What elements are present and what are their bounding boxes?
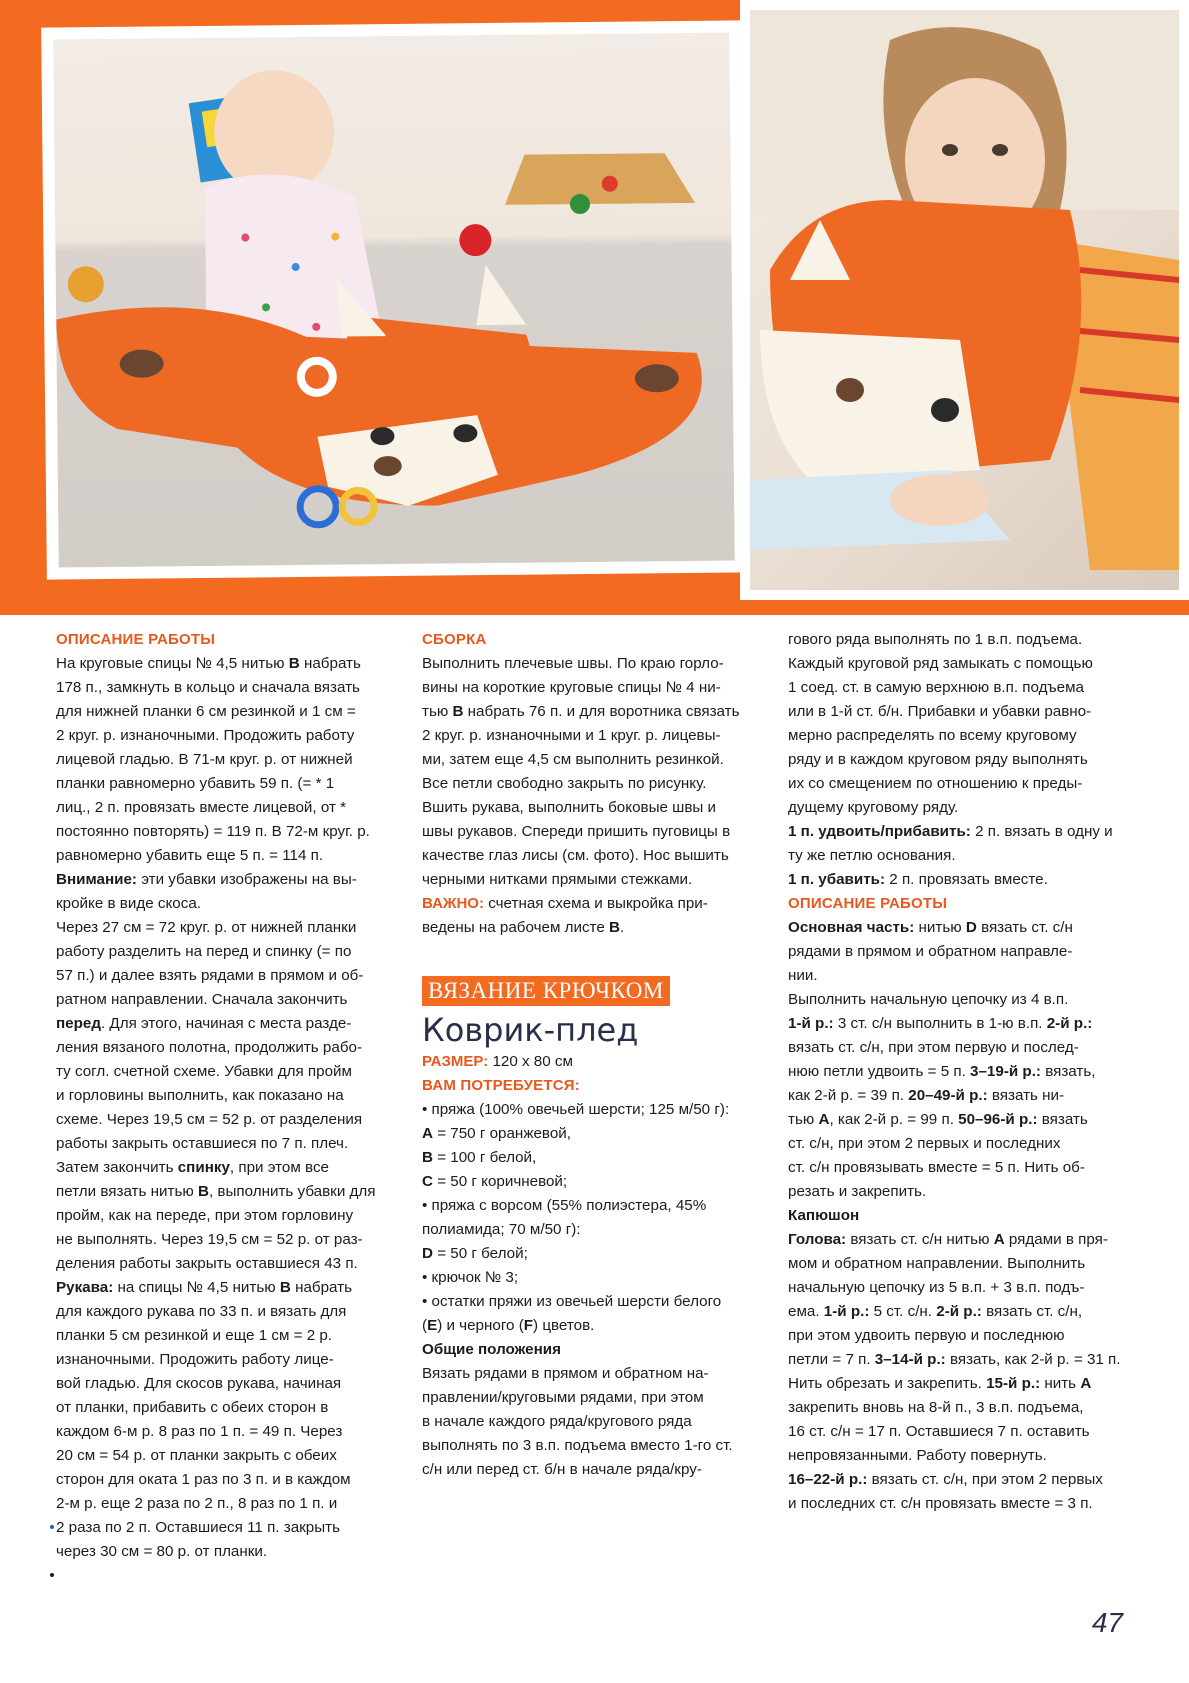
text-line: планки равномерно убавить 59 п. (= * 1 bbox=[56, 775, 335, 792]
text-line: мерно распределять по всему круговому bbox=[788, 727, 1077, 744]
text-line: швы рукавов. Спереди пришить пуговицы в bbox=[422, 823, 731, 840]
text-line: каждом 6-м р. 8 раз по 1 п. = 49 п. Через bbox=[56, 1423, 343, 1440]
rug-illustration bbox=[53, 32, 734, 567]
photo-scene-rug bbox=[53, 32, 734, 567]
materials-item: A = 750 г оранжевой, bbox=[422, 1125, 571, 1142]
materials-item: • пряжа с ворсом (55% полиэстера, 45% bbox=[422, 1197, 707, 1214]
size-line bbox=[422, 1050, 762, 1074]
col3-text bbox=[788, 916, 1128, 1516]
text-line: Рукава: на спицы № 4,5 нитью B набрать bbox=[56, 1279, 353, 1296]
text-line: Каждый круговой ряд замыкать с помощью bbox=[788, 655, 1093, 672]
text-line: пройм, как на переде, при этом горловину bbox=[56, 1207, 354, 1224]
photo-baby-fox-rug bbox=[41, 20, 747, 579]
text-line: ряду и в каждом круговом ряду выполнять bbox=[788, 751, 1088, 768]
important-line: счетная схема и выкройка при- bbox=[483, 895, 708, 912]
text-line: 1-й р.: 3 ст. с/н выполнить в 1-ю в.п. 2-й р.: bbox=[788, 1015, 1093, 1032]
text-line: нии. bbox=[788, 967, 818, 984]
column-right bbox=[788, 628, 1128, 1516]
text-line: Выполнить плечевые швы. По краю горло- bbox=[422, 655, 724, 672]
text-line: при этом удвоить первую и последнюю bbox=[788, 1327, 1065, 1344]
important-label: ВАЖНО: bbox=[422, 895, 484, 912]
text-line: 2-м р. еще 2 раза по 2 п., 8 раз по 1 п. и bbox=[56, 1495, 338, 1512]
text-line: лицевой гладью. В 71-м круг. р. от нижней bbox=[56, 751, 353, 768]
text-line: 57 п.) и далее взять рядами в прямом и об- bbox=[56, 967, 364, 984]
materials-item: B = 100 г белой, bbox=[422, 1149, 537, 1166]
text-line: работы закрыть оставшиеся по 7 п. плеч. bbox=[56, 1135, 349, 1152]
text-line: 2 раза по 2 п. Оставшиеся 11 п. закрыть bbox=[56, 1519, 341, 1536]
section-heading-work: ОПИСАНИЕ РАБОТЫ bbox=[788, 895, 948, 912]
materials-heading: ВАМ ПОТРЕБУЕТСЯ: bbox=[422, 1077, 580, 1094]
text-line: постоянно повторять) = 119 п. В 72-м круг. р. bbox=[56, 823, 370, 840]
text-line: не выполнять. Через 19,5 см = 52 р. от раз- bbox=[56, 1231, 363, 1248]
column-middle bbox=[422, 628, 762, 1482]
text-line: вины на короткие круговые спицы № 4 ни- bbox=[422, 679, 721, 696]
text-line: работу разделить на перед и спинку (= по bbox=[56, 943, 352, 960]
important-line: ведены на рабочем листе B. bbox=[422, 919, 625, 936]
page-dot bbox=[50, 1573, 54, 1577]
text-line: с/н или перед ст. б/н в начале ряда/кру- bbox=[422, 1461, 702, 1478]
col3-top-text bbox=[788, 628, 1128, 892]
text-line: Через 27 см = 72 круг. р. от нижней планки bbox=[56, 919, 357, 936]
important-note bbox=[422, 892, 762, 940]
text-line: На круговые спицы № 4,5 нитью B набрать bbox=[56, 655, 361, 672]
text-line: их со смещением по отношению к преды- bbox=[788, 775, 1083, 792]
text-line: мом и обратном направлении. Выполнить bbox=[788, 1255, 1086, 1272]
section-tag: ВЯЗАНИЕ КРЮЧКОМ bbox=[422, 976, 670, 1006]
text-line: в начале каждого ряда/кругового ряда bbox=[422, 1413, 692, 1430]
text-line: тью A, как 2-й р. = 99 п. 50–96-й р.: вязать bbox=[788, 1111, 1088, 1128]
text-line: Голова: вязать ст. с/н нитью A рядами в пря- bbox=[788, 1231, 1108, 1248]
text-line: равномерно убавить еще 5 п. = 114 п. bbox=[56, 847, 324, 864]
text-line: ст. с/н, при этом 2 первых и последних bbox=[788, 1135, 1061, 1152]
materials-list bbox=[422, 1098, 762, 1338]
text-line: правлении/круговыми рядами, при этом bbox=[422, 1389, 704, 1406]
text-line: петли = 7 п. 3–14-й р.: вязать, как 2-й р. = 31 п. bbox=[788, 1351, 1121, 1368]
text-line: для каждого рукава по 33 п. и вязать для bbox=[56, 1303, 347, 1320]
column-left bbox=[56, 628, 392, 1564]
text-line: и последних ст. с/н провязать вместе = 3 п. bbox=[788, 1495, 1093, 1512]
photo-girl-fox-pillow bbox=[740, 0, 1189, 600]
text-line: резать и закрепить. bbox=[788, 1183, 927, 1200]
text-line: нюю петли удвоить = 5 п. 3–19-й р.: вязать, bbox=[788, 1063, 1096, 1080]
text-line: деления работы закрыть оставшиеся 43 п. bbox=[56, 1255, 358, 1272]
page-dot bbox=[50, 1525, 54, 1529]
text-line: Выполнить начальную цепочку из 4 в.п. bbox=[788, 991, 1069, 1008]
general-heading: Общие положения bbox=[422, 1341, 561, 1358]
text-line: гового ряда выполнять по 1 в.п. подъема. bbox=[788, 631, 1083, 648]
text-line: Капюшон bbox=[788, 1207, 860, 1224]
page-number: 47 bbox=[1091, 1607, 1123, 1638]
text-line: от планки, прибавить с обеих сторон в bbox=[56, 1399, 329, 1416]
section-heading: ОПИСАНИЕ РАБОТЫ bbox=[56, 631, 216, 648]
text-line: схеме. Через 19,5 см = 52 р. от разделения bbox=[56, 1111, 363, 1128]
text-line: Все петли свободно закрыть по рисунку. bbox=[422, 775, 707, 792]
materials-item: D = 50 г белой; bbox=[422, 1245, 528, 1262]
text-line: лиц., 2 п. провязать вместе лицевой, от * bbox=[56, 799, 347, 816]
materials-item: • остатки пряжи из овечьей шерсти белого bbox=[422, 1293, 722, 1310]
text-line: 178 п., замкнуть в кольцо и сначала вязать bbox=[56, 679, 360, 696]
text-line: 1 п. удвоить/прибавить: 2 п. вязать в одну и bbox=[788, 823, 1113, 840]
text-line: Внимание: эти убавки изображены на вы- bbox=[56, 871, 357, 888]
text-line: 2 круг. р. изнаночными и 1 круг. р. лицевы- bbox=[422, 727, 721, 744]
text-line: выполнять по 3 в.п. подъема вместо 1-го ст. bbox=[422, 1437, 733, 1454]
text-line: Затем закончить спинку, при этом все bbox=[56, 1159, 329, 1176]
text-line: Вшить рукава, выполнить боковые швы и bbox=[422, 799, 717, 816]
general-text bbox=[422, 1362, 762, 1482]
text-line: Основная часть: нитью D вязать ст. с/н bbox=[788, 919, 1073, 936]
text-line: Вязать рядами в прямом и обратном на- bbox=[422, 1365, 709, 1382]
text-line: ратном направлении. Сначала закончить bbox=[56, 991, 348, 1008]
section-heading-assembly: СБОРКА bbox=[422, 631, 487, 648]
text-line: рядами в прямом и обратном направле- bbox=[788, 943, 1073, 960]
text-line: и горловины выполнить, как показано на bbox=[56, 1087, 344, 1104]
materials-item: полиамида; 70 м/50 г): bbox=[422, 1221, 581, 1238]
materials-item: (E) и черного (F) цветов. bbox=[422, 1317, 595, 1334]
text-line: 16–22-й р.: вязать ст. с/н, при этом 2 первых bbox=[788, 1471, 1103, 1488]
text-line: тью B набрать 76 п. и для воротника связать bbox=[422, 703, 740, 720]
text-line: для нижней планки 6 см резинкой и 1 см = bbox=[56, 703, 356, 720]
text-line: 2 круг. р. изнаночными. Продожить работу bbox=[56, 727, 355, 744]
text-line: ту согл. счетной схеме. Убавки для пройм bbox=[56, 1063, 352, 1080]
text-line: планки 5 см резинкой и еще 1 см = 2 р. bbox=[56, 1327, 333, 1344]
project-title: Коврик-плед bbox=[422, 1011, 639, 1049]
materials-item: C = 50 г коричневой; bbox=[422, 1173, 568, 1190]
text-line: начальную цепочку из 5 в.п. + 3 в.п. подъ- bbox=[788, 1279, 1085, 1296]
text-line: качестве глаз лисы (см. фото). Нос вышить bbox=[422, 847, 729, 864]
text-line: сторон для оката 1 раз по 3 п. и в каждом bbox=[56, 1471, 351, 1488]
text-line: 16 ст. с/н = 17 п. Оставшиеся 7 п. оставить bbox=[788, 1423, 1090, 1440]
col1-text bbox=[56, 652, 392, 1564]
text-line: ления вязаного полотна, продолжить рабо- bbox=[56, 1039, 363, 1056]
text-line: черными нитками прямыми стежками. bbox=[422, 871, 693, 888]
size-label: РАЗМЕР: bbox=[422, 1053, 489, 1070]
materials-item: • пряжа (100% овечьей шерсти; 125 м/50 г): bbox=[422, 1101, 730, 1118]
text-line: непровязанными. Работу повернуть. bbox=[788, 1447, 1047, 1464]
text-line: 1 соед. ст. в самую верхнюю в.п. подъема bbox=[788, 679, 1084, 696]
size-value: 120 х 80 см bbox=[488, 1053, 573, 1070]
text-line: ми, затем еще 4,5 см выполнить резинкой. bbox=[422, 751, 724, 768]
photo-scene-pillow bbox=[750, 10, 1179, 590]
text-line: как 2-й р. = 39 п. 20–49-й р.: вязать ни- bbox=[788, 1087, 1065, 1104]
text-line: или в 1-й ст. б/н. Прибавки и убавки равно- bbox=[788, 703, 1092, 720]
text-line: 20 см = 54 р. от планки закрыть с обеих bbox=[56, 1447, 337, 1464]
materials-item: • крючок № 3; bbox=[422, 1269, 519, 1286]
text-line: через 30 см = 80 р. от планки. bbox=[56, 1543, 268, 1560]
text-line: дущему круговому ряду. bbox=[788, 799, 959, 816]
text-line: вой гладью. Для скосов рукава, начиная bbox=[56, 1375, 342, 1392]
text-line: ту же петлю основания. bbox=[788, 847, 956, 864]
text-line: кройке в виде скоса. bbox=[56, 895, 201, 912]
text-line: изнаночными. Продожить работу лице- bbox=[56, 1351, 334, 1368]
text-line: перед. Для этого, начиная с места разде- bbox=[56, 1015, 352, 1032]
text-line: 1 п. убавить: 2 п. провязать вместе. bbox=[788, 871, 1048, 888]
col2-text bbox=[422, 652, 762, 892]
text-line: вязать ст. с/н, при этом первую и послед- bbox=[788, 1039, 1079, 1056]
text-line: закрепить вновь на 8-й п., 3 в.п. подъема, bbox=[788, 1399, 1084, 1416]
text-line: Нить обрезать и закрепить. 15-й р.: нить A bbox=[788, 1375, 1092, 1392]
text-line: ст. с/н провязывать вместе = 5 п. Нить об- bbox=[788, 1159, 1085, 1176]
text-line: петли вязать нитью B, выполнить убавки для bbox=[56, 1183, 376, 1200]
text-line: ема. 1-й р.: 5 ст. с/н. 2-й р.: вязать ст. с/н, bbox=[788, 1303, 1083, 1320]
pillow-illustration bbox=[750, 10, 1179, 590]
